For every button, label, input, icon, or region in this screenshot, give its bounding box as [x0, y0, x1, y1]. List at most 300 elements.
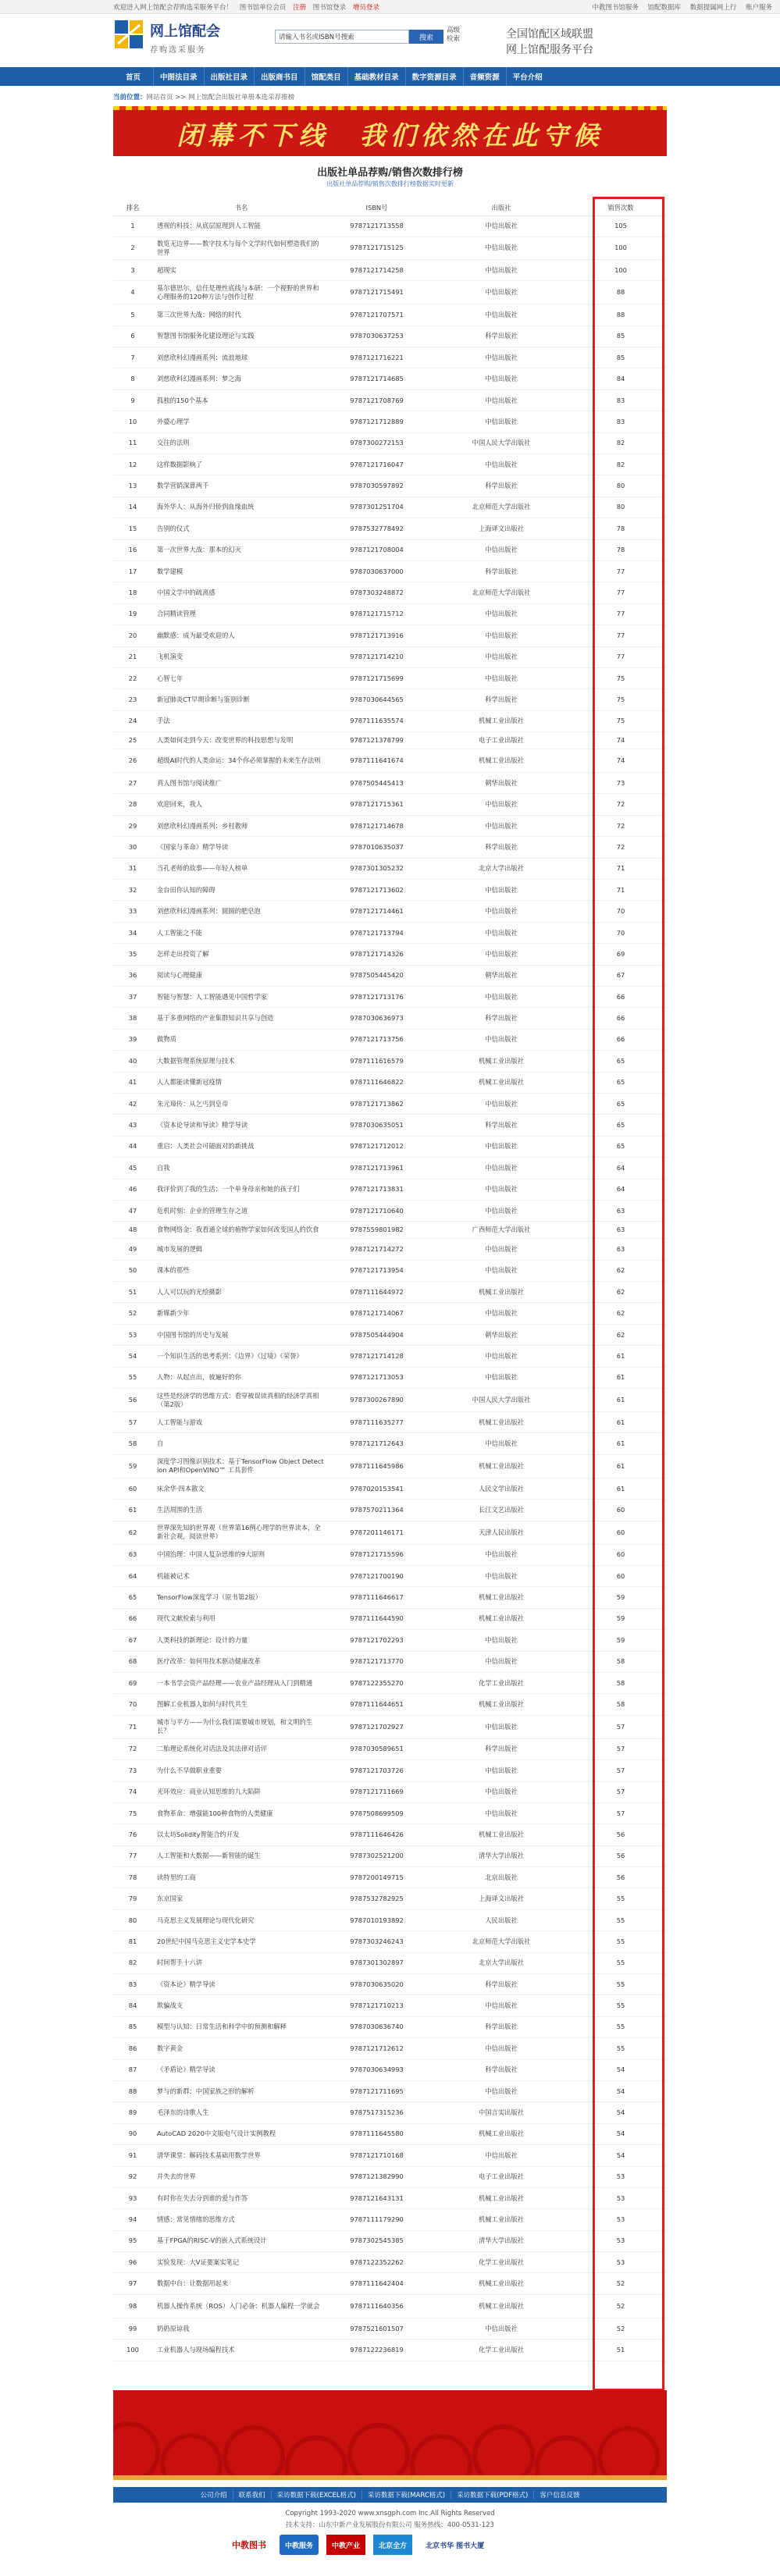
isbn-cell: 9787301251704 — [326, 496, 428, 518]
book-title-cell[interactable]: 手法 — [152, 710, 326, 731]
rank-cell: 64 — [113, 1565, 152, 1586]
nav-audio[interactable]: 音频资源 — [463, 67, 506, 86]
publisher-cell: 北京大学出版社 — [428, 858, 575, 879]
book-title-cell[interactable]: 工业机器人与现场编程技术 — [152, 2339, 326, 2361]
table-row — [113, 1651, 667, 1672]
sales-count-cell: 57 — [575, 1738, 667, 1759]
rank-cell: 62 — [113, 1521, 152, 1544]
publisher-cell: 中信出版社 — [428, 667, 575, 688]
partner-logo-3[interactable]: 中教产业 — [326, 2535, 365, 2555]
isbn-cell: 9787532778492 — [326, 518, 428, 539]
book-title-cell[interactable]: 刘慈欣科幻漫画系列：梦之海 — [152, 368, 326, 390]
book-title-cell[interactable]: 当孔老师的故事——年轻人榜单 — [152, 858, 326, 879]
nav-about[interactable]: 平台介绍 — [506, 67, 549, 86]
table-row — [113, 2123, 667, 2144]
book-title-cell[interactable]: 时间帮手十六讲 — [152, 1952, 326, 1973]
book-title-cell[interactable]: 孤独的150个基本 — [152, 390, 326, 411]
rank-cell: 22 — [113, 667, 152, 688]
publisher-cell: 科学出版社 — [428, 1974, 575, 1995]
book-title-cell[interactable]: 生活周围的生活 — [152, 1500, 326, 1521]
isbn-cell: 9787532782925 — [326, 1888, 428, 1909]
isbn-cell: 9787111645580 — [326, 2123, 428, 2144]
book-title-cell[interactable]: 基尔德思尔，信任是理性底线与本研：一个视野的世界和心理服务的120种方法与创作过程 — [152, 281, 326, 304]
footer-link-contact[interactable]: 联系我们 — [233, 2490, 271, 2500]
publisher-cell: 科学出版社 — [428, 1738, 575, 1759]
rank-cell: 43 — [113, 1115, 152, 1136]
partner-logo-5[interactable]: 北京书华 图书大厦 — [426, 2542, 485, 2550]
book-title-cell[interactable]: 《国家与革命》精学导读 — [152, 837, 326, 858]
nav-publisher-catalog[interactable]: 出版社目录 — [204, 67, 255, 86]
sales-count-cell: 56 — [575, 1824, 667, 1845]
footer-link-pdf[interactable]: 采访数据下载(PDF格式) — [451, 2490, 533, 2500]
isbn-cell: 9787111635574 — [326, 710, 428, 731]
isbn-cell: 9787121713794 — [326, 922, 428, 943]
sales-count-cell: 85 — [575, 347, 667, 368]
table-row — [113, 1200, 667, 1221]
table-row — [113, 749, 667, 773]
nav-digital-catalog[interactable]: 数字资源目录 — [405, 67, 463, 86]
book-title-cell[interactable]: 机能被记术 — [152, 1565, 326, 1586]
book-title-cell[interactable]: 城市与平方——为什么我们需要城市规划，和文明的生长？ — [152, 1715, 326, 1738]
table-row — [113, 1760, 667, 1781]
rank-cell: 20 — [113, 625, 152, 646]
book-title-cell[interactable]: 告别的仪式 — [152, 518, 326, 539]
publisher-cell: 电子工业出版社 — [428, 2166, 575, 2187]
book-title-cell[interactable]: 基于多重网络的产业集群知识共享与创造 — [152, 1008, 326, 1029]
book-title-cell[interactable]: 中国图书馆的历史与发展 — [152, 1324, 326, 1345]
sales-count-cell: 61 — [575, 1367, 667, 1388]
rank-cell: 28 — [113, 794, 152, 815]
book-title-cell[interactable]: 深度学习图像识别技术：基于TensorFlow Object Detection API和OpenVINO™ 工具套件 — [152, 1454, 326, 1478]
table-row — [113, 1781, 667, 1802]
header-rank: 排名 — [113, 200, 152, 215]
rank-cell: 93 — [113, 2187, 152, 2208]
publisher-cell: 中信出版社 — [428, 1995, 575, 2016]
isbn-cell: 9787121700190 — [326, 1565, 428, 1586]
book-title-cell[interactable]: 二胎理论系统化对话法及其法律对话评 — [152, 1738, 326, 1759]
top-link-3[interactable]: 数据提属网上行 — [689, 3, 737, 12]
publisher-cell: 北京师范大学出版社 — [428, 582, 575, 603]
book-title-cell[interactable]: 自 — [152, 1433, 326, 1454]
rank-cell: 100 — [113, 2339, 152, 2361]
book-title-cell[interactable]: 情感：常见情绪的思维方式 — [152, 2209, 326, 2230]
book-title-cell[interactable]: 数览无边界——数字技术与每个文学时代如何塑造我们的世界 — [152, 237, 326, 259]
book-title-cell[interactable]: 人工智能与游戏 — [152, 1412, 326, 1433]
book-title-cell[interactable]: 图解工业机器人如何与时代共生 — [152, 1694, 326, 1715]
table-row — [113, 880, 667, 901]
publisher-cell: 中信出版社 — [428, 237, 575, 259]
book-title-cell[interactable]: 世界深先知的世界观（世界第16例心理学的世界读本，全新社会观，阅读世界） — [152, 1521, 326, 1544]
table-row — [113, 2016, 667, 2037]
rank-cell: 48 — [113, 1222, 152, 1239]
publisher-cell: 朝华出版社 — [428, 773, 575, 794]
sales-count-cell: 83 — [575, 411, 667, 432]
rank-cell: 50 — [113, 1260, 152, 1281]
publisher-cell: 中信出版社 — [428, 539, 575, 560]
rank-cell: 81 — [113, 1931, 152, 1952]
book-title-cell[interactable]: 新冠肺炎CT早期诊断与鉴别诊断 — [152, 689, 326, 710]
nav-library-category[interactable]: 馆配类目 — [305, 67, 347, 86]
table-row — [113, 944, 667, 965]
sales-count-cell: 57 — [575, 1802, 667, 1823]
isbn-cell: 9787121703726 — [326, 1760, 428, 1781]
sales-count-cell: 65 — [575, 1072, 667, 1093]
sales-count-cell: 55 — [575, 1952, 667, 1973]
rank-cell: 17 — [113, 560, 152, 582]
table-row — [113, 1260, 667, 1281]
rank-cell: 41 — [113, 1072, 152, 1093]
ranking-title: 出版社单品荐购/销售次数排行榜 — [317, 167, 463, 179]
book-title-cell[interactable]: 超现实 — [152, 259, 326, 280]
rank-cell: 65 — [113, 1587, 152, 1608]
book-title-cell[interactable]: 海外华人：从海外归侨到血缘血统 — [152, 496, 326, 518]
book-title-cell[interactable]: 交往的法则 — [152, 432, 326, 454]
publisher-cell: 机械工业出版社 — [428, 2123, 575, 2144]
book-title-cell[interactable]: 以太坊Solidity智能合约开发 — [152, 1824, 326, 1845]
rank-cell: 79 — [113, 1888, 152, 1909]
isbn-cell: 9787020153541 — [326, 1478, 428, 1499]
partner-logo-4[interactable]: 北京全方 — [373, 2535, 412, 2555]
book-title-cell[interactable]: 课本的那些 — [152, 1260, 326, 1281]
publisher-cell: 化学工业出版社 — [428, 2339, 575, 2361]
book-title-cell[interactable]: 这样数据影响了 — [152, 454, 326, 475]
publisher-cell: 中信出版社 — [428, 1346, 575, 1367]
book-title-cell[interactable]: 城市发展的逻辑 — [152, 1239, 326, 1260]
isbn-cell: 9787030597892 — [326, 475, 428, 496]
book-title-cell[interactable]: 清华课堂：解码技术基础用数学世界 — [152, 2145, 326, 2166]
footer-link-excel[interactable]: 采访数据下载(EXCEL格式) — [271, 2490, 362, 2500]
promo-banner[interactable] — [113, 106, 667, 156]
rank-cell: 2 — [113, 237, 152, 259]
footer-link-feedback[interactable]: 客户信息反馈 — [533, 2490, 585, 2500]
cloud-ornament — [472, 2425, 535, 2480]
publisher-cell: 中信出版社 — [428, 347, 575, 368]
rank-cell: 53 — [113, 1324, 152, 1345]
book-title-cell[interactable]: 人工智能和大数据——新智能的诞生 — [152, 1845, 326, 1866]
book-title-cell[interactable]: 有时你在失去分到谁的爱与作答 — [152, 2187, 326, 2208]
book-title-cell[interactable]: 床余华·四本散文 — [152, 1478, 326, 1499]
isbn-cell: 9787111645986 — [326, 1454, 428, 1478]
table-row — [113, 1608, 667, 1629]
isbn-cell: 9787121712612 — [326, 2038, 428, 2059]
rank-cell: 47 — [113, 1200, 152, 1221]
rank-cell: 66 — [113, 1608, 152, 1629]
sales-count-cell: 74 — [575, 732, 667, 749]
footer-links — [113, 2487, 667, 2503]
sales-count-cell: 77 — [575, 625, 667, 646]
publisher-cell: 机械工业出版社 — [428, 710, 575, 731]
publisher-cell: 中信出版社 — [428, 454, 575, 475]
footer-link-about[interactable]: 公司介绍 — [200, 2492, 227, 2500]
publisher-cell: 科学出版社 — [428, 475, 575, 496]
book-title-cell[interactable]: 人类科技的新理论：设计的力量 — [152, 1630, 326, 1651]
book-title-cell[interactable]: 基于FPGA的RISC-V的嵌入式系统设计 — [152, 2230, 326, 2251]
book-title-cell[interactable]: AutoCAD 2020中文版电气设计实例教程 — [152, 2123, 326, 2144]
library-login-link[interactable]: 图书馆登录 — [312, 3, 347, 12]
sales-count-cell: 53 — [575, 2187, 667, 2208]
book-title-cell[interactable]: 人工智能之不能 — [152, 922, 326, 943]
book-title-cell[interactable]: 智慧图书馆服务化建设理论与实践 — [152, 326, 326, 347]
sales-count-cell: 77 — [575, 603, 667, 624]
book-title-cell[interactable]: 怎样走出投资了解 — [152, 944, 326, 965]
rank-cell: 9 — [113, 390, 152, 411]
isbn-cell: 9787121712012 — [326, 1136, 428, 1157]
breadcrumb-path[interactable]: 网站首页 >> 网上馆配会出版社单册本选采荐推榜 — [146, 94, 295, 101]
publisher-cell: 中信出版社 — [428, 368, 575, 390]
book-title-cell[interactable]: 朱元璋传：从乞丐到皇帝 — [152, 1093, 326, 1114]
nav-textbook-catalog[interactable]: 基础教材目录 — [347, 67, 405, 86]
member-link[interactable]: 图书馆单位会员 — [239, 3, 287, 12]
isbn-cell: 9787301305232 — [326, 858, 428, 879]
table-row — [113, 432, 667, 454]
banner-text: 闭幕不下线 我们依然在此守候 — [176, 120, 604, 151]
table-row — [113, 1389, 667, 1412]
book-title-cell[interactable]: 《资本论导读和导读》精学导读 — [152, 1115, 326, 1136]
sales-count-cell: 59 — [575, 1630, 667, 1651]
publisher-cell: 北京师范大学出版社 — [428, 1931, 575, 1952]
rank-cell: 40 — [113, 1051, 152, 1072]
table-row — [113, 496, 667, 518]
book-title-cell[interactable]: 《资本论》精学导读 — [152, 1974, 326, 1995]
table-row — [113, 1433, 667, 1454]
book-title-cell[interactable]: 现代文献检索与利用 — [152, 1608, 326, 1629]
book-title-cell[interactable]: 刘慈欣科幻漫画系列：乡村教师 — [152, 815, 326, 836]
book-title-cell[interactable]: 刘慈欣科幻漫画系列：圆圆的肥皂泡 — [152, 901, 326, 922]
book-title-cell[interactable]: 人人可以玩的光绘摄影 — [152, 1282, 326, 1303]
sales-count-cell: 62 — [575, 1260, 667, 1281]
book-title-cell[interactable]: 人物：从起点出，彼遍好的你 — [152, 1367, 326, 1388]
sales-count-cell: 53 — [575, 2252, 667, 2273]
sales-count-cell: 75 — [575, 689, 667, 710]
book-title-cell[interactable]: 食物网络金：我看通全球的植物学家如何改变国人的饮食 — [152, 1222, 326, 1239]
sales-count-cell: 58 — [575, 1694, 667, 1715]
sales-count-cell: 60 — [575, 1500, 667, 1521]
book-title-cell[interactable]: 数据中台：让数据用起来 — [152, 2273, 326, 2294]
site-logo[interactable] — [113, 19, 144, 50]
table-row — [113, 1136, 667, 1157]
book-title-cell[interactable]: 危机时刻：企业的管理生存之道 — [152, 1200, 326, 1221]
rank-cell: 31 — [113, 858, 152, 879]
publisher-cell: 清华大学出版社 — [428, 2230, 575, 2251]
publisher-cell: 科学出版社 — [428, 560, 575, 582]
book-title-cell[interactable]: 重启：人类社会可能面对的新挑战 — [152, 1136, 326, 1157]
book-title-cell[interactable]: 奶奶原谅我 — [152, 2318, 326, 2339]
book-title-cell[interactable]: 一本书学会资产品经理——农业产品经理从入门到精通 — [152, 1672, 326, 1693]
book-title-cell[interactable]: 刘慈欣科幻漫画系列：流浪地球 — [152, 347, 326, 368]
rank-cell: 92 — [113, 2166, 152, 2187]
book-title-cell[interactable]: 金台田你认知的障碍 — [152, 880, 326, 901]
sales-count-cell: 82 — [575, 454, 667, 475]
isbn-cell: 9787121713961 — [326, 1158, 428, 1179]
sales-count-cell: 75 — [575, 710, 667, 731]
header — [0, 14, 780, 67]
book-title-cell[interactable]: 数学建模 — [152, 560, 326, 582]
book-title-cell[interactable]: 中国文学中的疏离感 — [152, 582, 326, 603]
book-title-cell[interactable]: 模型与认知：日常生活和科学中的预测和解释 — [152, 2016, 326, 2037]
nav-clc-catalog[interactable]: 中图法目录 — [153, 67, 204, 86]
book-title-cell[interactable]: 幽默感：成为最受欢迎的人 — [152, 625, 326, 646]
publisher-cell: 中信出版社 — [428, 2145, 575, 2166]
book-title-cell[interactable]: 20世纪中国马克思主义史学本史学 — [152, 1931, 326, 1952]
book-title-cell[interactable]: 欺骗战支 — [152, 1995, 326, 2016]
search-button[interactable]: 搜索 — [409, 30, 443, 44]
publisher-cell: 电子工业出版社 — [428, 732, 575, 749]
advanced-search-link[interactable]: 高级检索 — [447, 27, 461, 43]
sales-count-cell: 57 — [575, 1781, 667, 1802]
table-row — [113, 837, 667, 858]
table-row — [113, 237, 667, 259]
sales-count-cell: 55 — [575, 1931, 667, 1952]
isbn-cell: 9787121711695 — [326, 2080, 428, 2101]
top-link-2[interactable]: 馆配数据库 — [647, 3, 682, 12]
book-title-cell[interactable]: 阅读与心理健康 — [152, 965, 326, 986]
breadcrumb — [113, 92, 294, 101]
sales-count-cell: 66 — [575, 1029, 667, 1050]
book-title-cell[interactable]: 人类如何走到今天：改变世界的科技思想与发明 — [152, 732, 326, 749]
book-title-cell[interactable]: 并失去的世界 — [152, 2166, 326, 2187]
book-title-cell[interactable]: 第一次世界大战：那本的幻灭 — [152, 539, 326, 560]
nav-home[interactable]: 首页 — [126, 73, 141, 82]
rank-cell: 13 — [113, 475, 152, 496]
sales-count-cell: 75 — [575, 667, 667, 688]
book-title-cell[interactable]: 超级AI时代的人类命运：34个你必须掌握的未来生存法则 — [152, 749, 326, 773]
book-title-cell[interactable]: 透视的科技：从底层原理到人工智能 — [152, 215, 326, 237]
sales-count-cell: 71 — [575, 858, 667, 879]
book-title-cell[interactable]: 马克思主义发展理论与现代化研究 — [152, 1909, 326, 1930]
book-title-cell[interactable]: 光环效应：商业认知思维的九大陷阱 — [152, 1781, 326, 1802]
footer-decoration — [113, 2390, 667, 2480]
isbn-cell: 9787200149715 — [326, 1867, 428, 1888]
book-title-cell[interactable]: 《矛盾论》精学导读 — [152, 2059, 326, 2080]
book-title-cell[interactable]: 新媒新少年 — [152, 1303, 326, 1324]
publisher-cell: 科学出版社 — [428, 2016, 575, 2037]
register-link[interactable]: 注册 — [292, 3, 306, 12]
sales-count-cell: 52 — [575, 2318, 667, 2339]
book-title-cell[interactable]: 这些是经济学的思维方式：看穿被误读真相的经济学真相（第2版） — [152, 1389, 326, 1412]
sales-count-cell: 59 — [575, 1587, 667, 1608]
partner-logo-2[interactable]: 中教服务 — [280, 2535, 319, 2555]
isbn-cell: 9787121712643 — [326, 1433, 428, 1454]
rank-cell: 44 — [113, 1136, 152, 1157]
table-row — [113, 625, 667, 646]
partner-logo-1[interactable]: 中教图书 — [232, 2540, 266, 2550]
book-title-cell[interactable]: 机器人操作系统（ROS）入门必备：机器人编程一学就会 — [152, 2294, 326, 2318]
book-title-cell[interactable]: TensorFlow深度学习（原书第2版） — [152, 1587, 326, 1608]
publisher-cell: 中信出版社 — [428, 1760, 575, 1781]
isbn-cell: 9787111179290 — [326, 2209, 428, 2230]
sales-count-cell: 88 — [575, 281, 667, 304]
book-title-cell[interactable]: 医疗改革：如何用技术驱动健康改革 — [152, 1651, 326, 1672]
rank-cell: 78 — [113, 1867, 152, 1888]
cloud-ornament — [223, 2425, 285, 2480]
search-input[interactable] — [275, 30, 409, 44]
book-title-cell[interactable]: 实验发现：大V证要案实笔记 — [152, 2252, 326, 2273]
rank-cell: 82 — [113, 1952, 152, 1973]
isbn-cell: 9787121713053 — [326, 1367, 428, 1388]
cloud-ornament — [113, 2421, 160, 2480]
publisher-cell: 中信出版社 — [428, 1630, 575, 1651]
top-link-1[interactable]: 中教图书馆服务 — [592, 3, 639, 12]
isbn-cell: 9787111640356 — [326, 2294, 428, 2318]
rank-cell: 95 — [113, 2230, 152, 2251]
publisher-cell: 中信出版社 — [428, 625, 575, 646]
isbn-cell: 9787121715491 — [326, 281, 428, 304]
staff-login-link[interactable]: 增员登录 — [352, 3, 379, 12]
rank-cell: 55 — [113, 1367, 152, 1388]
book-title-cell[interactable]: 为什么不早做职业重要 — [152, 1760, 326, 1781]
main-nav — [0, 67, 780, 86]
nav-distributor-catalog[interactable]: 出版商书目 — [254, 67, 305, 86]
rank-cell: 7 — [113, 347, 152, 368]
book-title-cell[interactable]: 东京国家 — [152, 1888, 326, 1909]
book-title-cell[interactable]: 大数据管理系统原理与技术 — [152, 1051, 326, 1072]
book-title-cell[interactable]: 梦与的新群：中国家族之形的解析 — [152, 2080, 326, 2101]
header-title: 书名 — [152, 200, 326, 215]
rank-cell: 45 — [113, 1158, 152, 1179]
banner-top-stripe — [113, 106, 667, 110]
book-title-cell[interactable]: 合同精读管理 — [152, 603, 326, 624]
book-title-cell[interactable]: 毛泽东的诗歌人生 — [152, 2102, 326, 2123]
book-title-cell[interactable]: 一个知识生活的思考系列：《边界》《过境》《荣誉》 — [152, 1346, 326, 1367]
rank-cell: 69 — [113, 1672, 152, 1693]
book-title-cell[interactable]: 做物质 — [152, 1029, 326, 1050]
rank-cell: 4 — [113, 281, 152, 304]
isbn-cell: 9787030635051 — [326, 1115, 428, 1136]
book-title-cell[interactable]: 食物革命：增强能100种食物的人类健康 — [152, 1802, 326, 1823]
isbn-cell: 9787121715712 — [326, 603, 428, 624]
book-title-cell[interactable]: 飞机演变 — [152, 646, 326, 667]
publisher-cell: 机械工业出版社 — [428, 1072, 575, 1093]
rank-cell: 59 — [113, 1454, 152, 1478]
table-row — [113, 2145, 667, 2166]
publisher-cell: 上海译文出版社 — [428, 1888, 575, 1909]
book-title-cell[interactable]: 心智七年 — [152, 667, 326, 688]
publisher-cell: 中信出版社 — [428, 411, 575, 432]
book-title-cell[interactable]: 数学营销深算两千 — [152, 475, 326, 496]
sales-count-cell: 53 — [575, 2166, 667, 2187]
top-link-4[interactable]: 账户服务 — [745, 3, 772, 12]
book-title-cell[interactable]: 人人都能读懂新冠疫情 — [152, 1072, 326, 1093]
table-row — [113, 475, 667, 496]
book-title-cell[interactable]: 智能与智慧：人工智能遇见中国哲学家 — [152, 987, 326, 1008]
book-title-cell[interactable]: 我评价到了我的生活：一个单身母亲和她的孩子们 — [152, 1179, 326, 1200]
footer-link-marc[interactable]: 采访数据下载(MARC格式) — [362, 2490, 451, 2500]
sales-count-cell: 69 — [575, 944, 667, 965]
book-title-cell[interactable]: 读特里的工商 — [152, 1867, 326, 1888]
book-title-cell[interactable]: 欢迎回来，我人 — [152, 794, 326, 815]
publisher-cell: 中信出版社 — [428, 944, 575, 965]
publisher-cell: 中信出版社 — [428, 1029, 575, 1050]
book-title-cell[interactable]: 外婆心理学 — [152, 411, 326, 432]
book-title-cell[interactable]: 数字黄金 — [152, 2038, 326, 2059]
book-title-cell[interactable]: 自我 — [152, 1158, 326, 1179]
publisher-cell: 中国言实出版社 — [428, 2102, 575, 2123]
alliance-line-2: 网上馆配服务平台 — [506, 44, 593, 56]
table-row — [113, 411, 667, 432]
breadcrumb-label: 当前位置： — [113, 94, 147, 101]
rank-cell: 85 — [113, 2016, 152, 2037]
partner-logos — [226, 2535, 490, 2555]
header-publisher: 出版社 — [428, 200, 575, 215]
sales-count-cell: 62 — [575, 1282, 667, 1303]
book-title-cell[interactable]: 第三次世界大战：网络的时代 — [152, 304, 326, 326]
book-title-cell[interactable]: 中国治理：中国人复杂思维的9大原则 — [152, 1544, 326, 1565]
cloud-ornament — [410, 2434, 472, 2480]
sales-count-cell: 57 — [575, 1760, 667, 1781]
table-row — [113, 1051, 667, 1072]
book-title-cell[interactable]: 真人图书馆与阅读推广 — [152, 773, 326, 794]
isbn-cell: 9787030635020 — [326, 1974, 428, 1995]
